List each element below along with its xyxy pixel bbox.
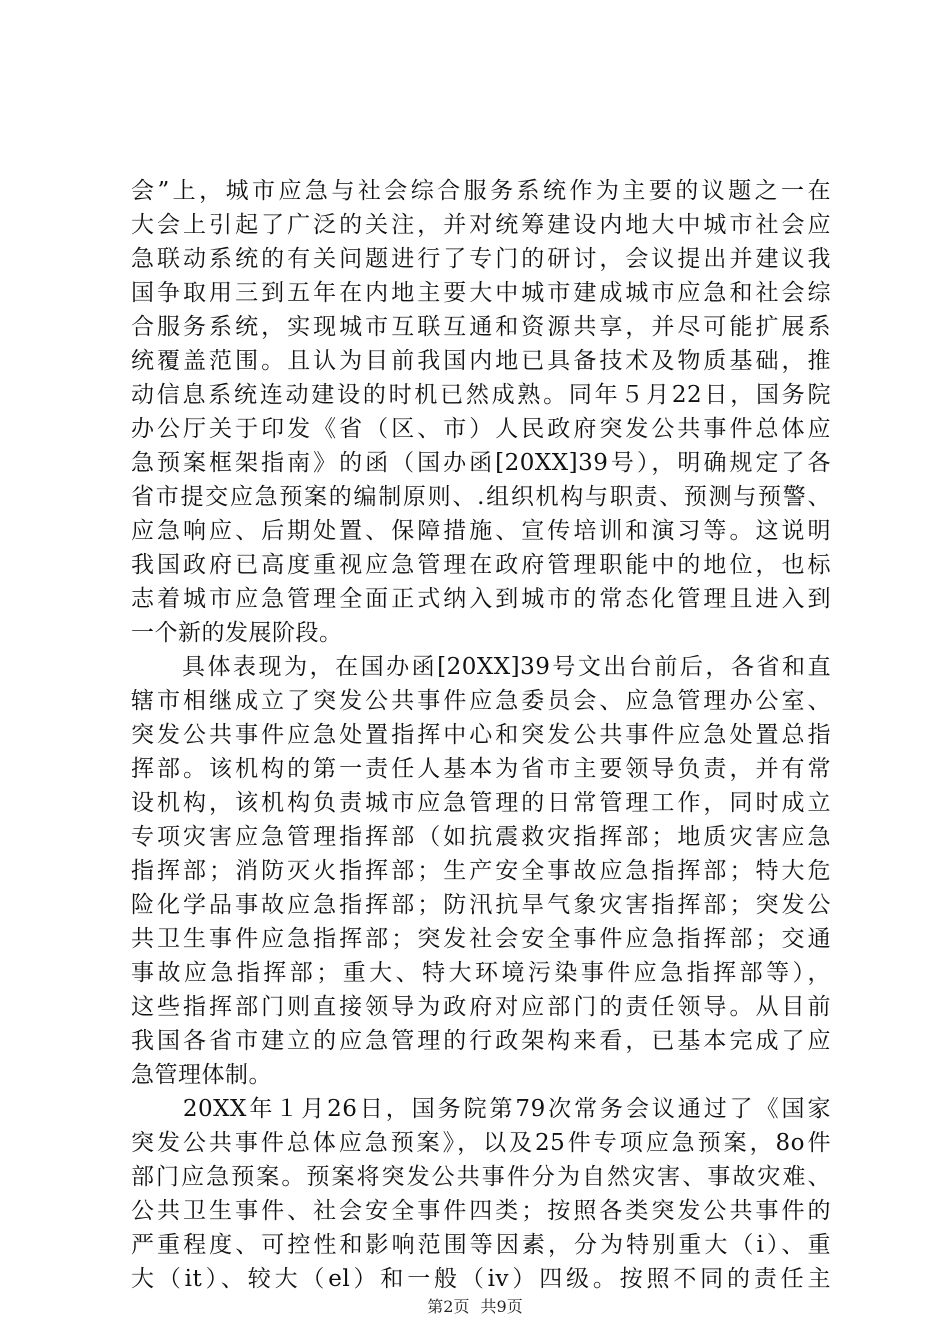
text-line: 设机构，该机构负责城市应急管理的日常管理工作，同时成立	[131, 790, 831, 816]
text-line: 突发公共事件总体应急预案》，以及25件专项应急预案，8o件	[131, 1130, 831, 1156]
text-line: 统覆盖范围。且认为目前我国内地已具备技术及物质基础，推	[131, 348, 831, 374]
text-line: 急联动系统的有关问题进行了专门的研讨，会议提出并建议我	[131, 246, 831, 272]
text-line: 挥部。该机构的第一责任人基本为省市主要领导负责，并有常	[131, 756, 831, 782]
text-line: 我国各省市建立的应急管理的行政架构来看，已基本完成了应	[131, 1028, 831, 1054]
text-line: 大（it）、较大（el）和一般（iv）四级。按照不同的责任主	[131, 1266, 831, 1292]
text-line: 志着城市应急管理全面正式纳入到城市的常态化管理且进入到	[131, 586, 831, 612]
text-line: 共卫生事件应急指挥部；突发社会安全事件应急指挥部；交通	[131, 926, 831, 952]
text-line: 严重程度、可控性和影响范围等因素，分为特别重大（i）、重	[131, 1232, 831, 1258]
text-line: 国争取用三到五年在内地主要大中城市建成城市应急和社会综	[131, 280, 831, 306]
text-line: 指挥部；消防灭火指挥部；生产安全事故应急指挥部；特大危	[131, 858, 831, 884]
text-line: 具体表现为，在国办函[20XX]39号文出台前后，各省和直	[131, 654, 831, 680]
text-line: 专项灾害应急管理指挥部（如抗震救灾指挥部；地质灾害应急	[131, 824, 831, 850]
text-line: 部门应急预案。预案将突发公共事件分为自然灾害、事故灾难、	[131, 1164, 831, 1190]
page-number: 第2页	[427, 1297, 470, 1316]
text-line: 急管理体制。	[131, 1062, 272, 1088]
text-line: 动信息系统连动建设的时机已然成熟。同年５月22日，国务院	[131, 382, 831, 408]
document-body	[131, 174, 831, 1296]
text-line: 省市提交应急预案的编制原则、.组织机构与职责、预测与预警、	[131, 484, 831, 510]
text-line: 会”上，城市应急与社会综合服务系统作为主要的议题之一在	[131, 178, 831, 204]
page-total: 共9页	[480, 1297, 523, 1316]
text-line: 一个新的发展阶段。	[131, 620, 343, 646]
text-line: 公共卫生事件、社会安全事件四类；按照各类突发公共事件的	[131, 1198, 831, 1224]
text-line: 应急响应、后期处置、保障措施、宣传培训和演习等。这说明	[131, 518, 831, 544]
text-line: 我国政府已高度重视应急管理在政府管理职能中的地位，也标	[131, 552, 831, 578]
text-line: 办公厅关于印发《省（区、市）人民政府突发公共事件总体应	[131, 416, 831, 442]
text-line: 急预案框架指南》的函（国办函[20XX]39号），明确规定了各	[131, 450, 831, 476]
text-line: 事故应急指挥部；重大、特大环境污染事件应急指挥部等），	[131, 960, 831, 986]
text-line: 险化学品事故应急指挥部；防汛抗旱气象灾害指挥部；突发公	[131, 892, 831, 918]
text-line: 这些指挥部门则直接领导为政府对应部门的责任领导。从目前	[131, 994, 831, 1020]
page-footer	[0, 1294, 950, 1317]
text-line: 大会上引起了广泛的关注，并对统筹建设内地大中城市社会应	[131, 212, 831, 238]
text-line: 辖市相继成立了突发公共事件应急委员会、应急管理办公室、	[131, 688, 831, 714]
text-line: 20XX年１月26日，国务院第79次常务会议通过了《国家	[131, 1096, 831, 1122]
text-line: 突发公共事件应急处置指挥中心和突发公共事件应急处置总指	[131, 722, 831, 748]
text-line: 合服务系统，实现城市互联互通和资源共享，并尽可能扩展系	[131, 314, 831, 340]
